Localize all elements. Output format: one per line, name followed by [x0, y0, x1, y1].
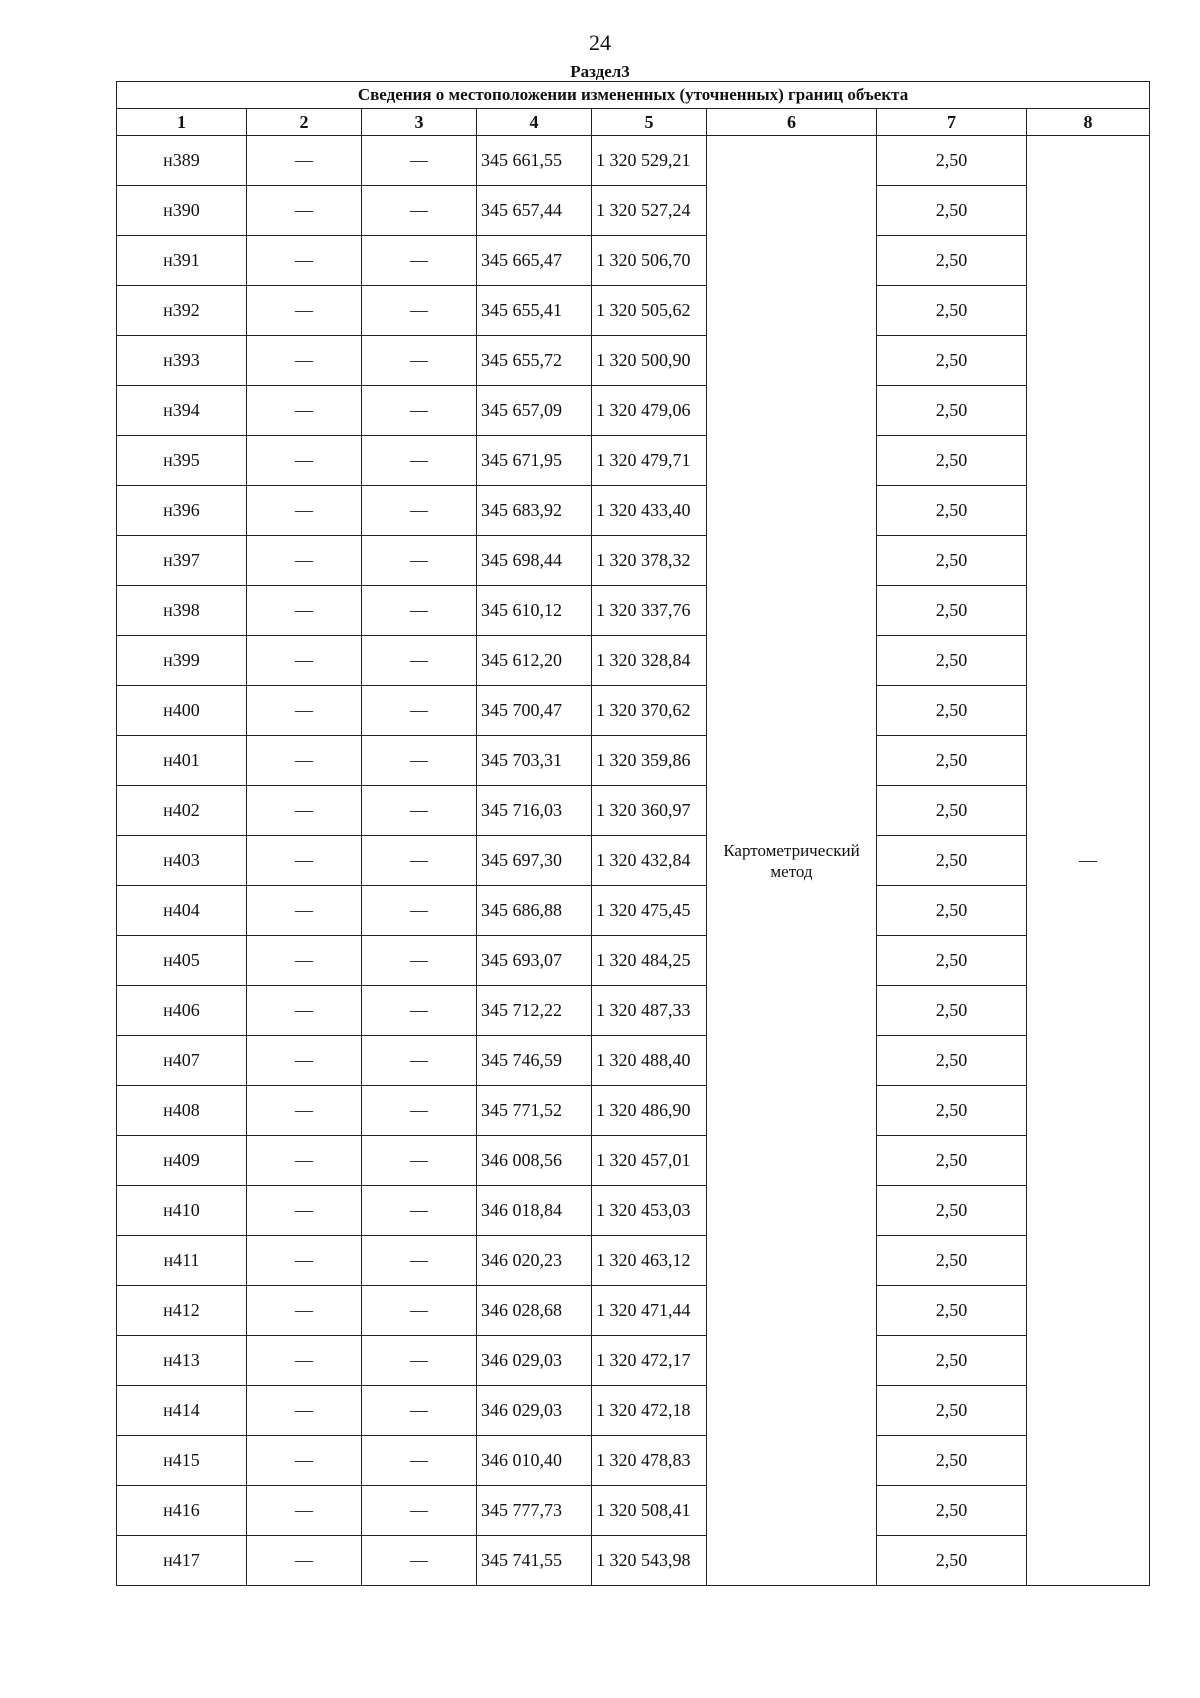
old-x-cell: —	[247, 1486, 362, 1536]
old-y-cell: —	[362, 1086, 477, 1136]
old-x-cell: —	[247, 936, 362, 986]
new-y-cell: 1 320 543,98	[592, 1536, 707, 1586]
new-x-cell: 345 698,44	[477, 536, 592, 586]
old-x-cell: —	[247, 136, 362, 186]
table-row	[117, 1386, 1150, 1436]
point-id-cell: н416	[117, 1486, 247, 1536]
new-x-cell: 346 008,56	[477, 1136, 592, 1186]
accuracy-cell: 2,50	[877, 536, 1027, 586]
new-x-cell: 346 028,68	[477, 1286, 592, 1336]
old-x-cell: —	[247, 286, 362, 336]
table-row	[117, 186, 1150, 236]
table-row	[117, 336, 1150, 386]
old-x-cell: —	[247, 886, 362, 936]
old-x-cell: —	[247, 836, 362, 886]
new-y-cell: 1 320 472,17	[592, 1336, 707, 1386]
old-y-cell: —	[362, 236, 477, 286]
new-y-cell: 1 320 457,01	[592, 1136, 707, 1186]
new-y-cell: 1 320 463,12	[592, 1236, 707, 1286]
old-y-cell: —	[362, 986, 477, 1036]
old-y-cell: —	[362, 186, 477, 236]
old-y-cell: —	[362, 1336, 477, 1386]
new-y-cell: 1 320 506,70	[592, 236, 707, 286]
point-id-cell: н403	[117, 836, 247, 886]
column-header-6: 6	[707, 109, 877, 136]
table-row	[117, 1536, 1150, 1586]
old-y-cell: —	[362, 1186, 477, 1236]
new-y-cell: 1 320 527,24	[592, 186, 707, 236]
old-y-cell: —	[362, 786, 477, 836]
accuracy-cell: 2,50	[877, 686, 1027, 736]
accuracy-cell: 2,50	[877, 236, 1027, 286]
accuracy-cell: 2,50	[877, 736, 1027, 786]
old-y-cell: —	[362, 1436, 477, 1486]
point-id-cell: н391	[117, 236, 247, 286]
point-id-cell: н398	[117, 586, 247, 636]
new-y-cell: 1 320 479,06	[592, 386, 707, 436]
old-y-cell: —	[362, 836, 477, 886]
table-row	[117, 686, 1150, 736]
new-x-cell: 345 703,31	[477, 736, 592, 786]
accuracy-cell: 2,50	[877, 286, 1027, 336]
old-y-cell: —	[362, 1286, 477, 1336]
table-row	[117, 386, 1150, 436]
point-id-cell: н413	[117, 1336, 247, 1386]
new-x-cell: 345 671,95	[477, 436, 592, 486]
new-x-cell: 345 661,55	[477, 136, 592, 186]
point-id-cell: н401	[117, 736, 247, 786]
table-row	[117, 1286, 1150, 1336]
new-y-cell: 1 320 508,41	[592, 1486, 707, 1536]
table-row	[117, 486, 1150, 536]
new-x-cell: 345 657,44	[477, 186, 592, 236]
point-id-cell: н404	[117, 886, 247, 936]
new-y-cell: 1 320 328,84	[592, 636, 707, 686]
table-row	[117, 536, 1150, 586]
new-y-cell: 1 320 486,90	[592, 1086, 707, 1136]
old-x-cell: —	[247, 1536, 362, 1586]
old-x-cell: —	[247, 1136, 362, 1186]
new-x-cell: 346 018,84	[477, 1186, 592, 1236]
old-y-cell: —	[362, 1136, 477, 1186]
column-header-1: 1	[117, 109, 247, 136]
new-y-cell: 1 320 360,97	[592, 786, 707, 836]
new-y-cell: 1 320 472,18	[592, 1386, 707, 1436]
new-x-cell: 345 746,59	[477, 1036, 592, 1086]
table-row	[117, 1036, 1150, 1086]
accuracy-cell: 2,50	[877, 636, 1027, 686]
old-x-cell: —	[247, 1386, 362, 1436]
accuracy-cell: 2,50	[877, 386, 1027, 436]
table-row	[117, 836, 1150, 886]
column-header-5: 5	[592, 109, 707, 136]
new-x-cell: 345 712,22	[477, 986, 592, 1036]
old-x-cell: —	[247, 1186, 362, 1236]
old-x-cell: —	[247, 586, 362, 636]
new-x-cell: 345 697,30	[477, 836, 592, 886]
old-x-cell: —	[247, 986, 362, 1036]
new-x-cell: 346 029,03	[477, 1336, 592, 1386]
old-y-cell: —	[362, 1536, 477, 1586]
column-header-3: 3	[362, 109, 477, 136]
point-id-cell: н415	[117, 1436, 247, 1486]
table-row	[117, 1136, 1150, 1186]
new-x-cell: 345 777,73	[477, 1486, 592, 1536]
point-id-cell: н410	[117, 1186, 247, 1236]
point-id-cell: н402	[117, 786, 247, 836]
old-x-cell: —	[247, 636, 362, 686]
new-y-cell: 1 320 337,76	[592, 586, 707, 636]
point-id-cell: н417	[117, 1536, 247, 1586]
old-y-cell: —	[362, 1036, 477, 1086]
table-row	[117, 436, 1150, 486]
point-id-cell: н399	[117, 636, 247, 686]
new-y-cell: 1 320 433,40	[592, 486, 707, 536]
new-y-cell: 1 320 475,45	[592, 886, 707, 936]
accuracy-cell: 2,50	[877, 1386, 1027, 1436]
accuracy-cell: 2,50	[877, 586, 1027, 636]
accuracy-cell: 2,50	[877, 336, 1027, 386]
old-y-cell: —	[362, 736, 477, 786]
point-id-cell: н414	[117, 1386, 247, 1436]
new-x-cell: 345 771,52	[477, 1086, 592, 1136]
point-id-cell: н395	[117, 436, 247, 486]
column-header-7: 7	[877, 109, 1027, 136]
point-id-cell: н393	[117, 336, 247, 386]
old-x-cell: —	[247, 1336, 362, 1386]
accuracy-cell: 2,50	[877, 1236, 1027, 1286]
new-y-cell: 1 320 478,83	[592, 1436, 707, 1486]
new-y-cell: 1 320 505,62	[592, 286, 707, 336]
table-row	[117, 886, 1150, 936]
column-8-cell: —	[1027, 136, 1150, 1586]
point-id-cell: н389	[117, 136, 247, 186]
column-header-2: 2	[247, 109, 362, 136]
new-x-cell: 345 683,92	[477, 486, 592, 536]
old-y-cell: —	[362, 636, 477, 686]
table-row	[117, 1186, 1150, 1236]
old-y-cell: —	[362, 586, 477, 636]
table-row	[117, 586, 1150, 636]
table-row	[117, 936, 1150, 986]
table-row	[117, 986, 1150, 1036]
old-y-cell: —	[362, 936, 477, 986]
new-y-cell: 1 320 378,32	[592, 536, 707, 586]
new-y-cell: 1 320 432,84	[592, 836, 707, 886]
old-x-cell: —	[247, 536, 362, 586]
new-y-cell: 1 320 359,86	[592, 736, 707, 786]
point-id-cell: н397	[117, 536, 247, 586]
point-id-cell: н405	[117, 936, 247, 986]
old-y-cell: —	[362, 536, 477, 586]
new-x-cell: 345 655,41	[477, 286, 592, 336]
new-x-cell: 346 020,23	[477, 1236, 592, 1286]
new-y-cell: 1 320 370,62	[592, 686, 707, 736]
new-x-cell: 345 612,20	[477, 636, 592, 686]
new-y-cell: 1 320 471,44	[592, 1286, 707, 1336]
new-x-cell: 345 716,03	[477, 786, 592, 836]
table-row	[117, 286, 1150, 336]
table-row	[117, 136, 1150, 186]
new-x-cell: 345 665,47	[477, 236, 592, 286]
column-number-row	[117, 109, 1150, 136]
new-x-cell: 345 657,09	[477, 386, 592, 436]
point-id-cell: н412	[117, 1286, 247, 1336]
accuracy-cell: 2,50	[877, 136, 1027, 186]
table-row	[117, 1486, 1150, 1536]
table-row	[117, 736, 1150, 786]
old-x-cell: —	[247, 686, 362, 736]
old-x-cell: —	[247, 786, 362, 836]
accuracy-cell: 2,50	[877, 1336, 1027, 1386]
new-y-cell: 1 320 479,71	[592, 436, 707, 486]
accuracy-cell: 2,50	[877, 836, 1027, 886]
table-body	[117, 136, 1150, 1586]
old-y-cell: —	[362, 886, 477, 936]
method-cell: Картометрический метод	[707, 136, 877, 1586]
point-id-cell: н411	[117, 1236, 247, 1286]
point-id-cell: н409	[117, 1136, 247, 1186]
old-x-cell: —	[247, 1036, 362, 1086]
table-row	[117, 636, 1150, 686]
new-x-cell: 346 010,40	[477, 1436, 592, 1486]
new-y-cell: 1 320 487,33	[592, 986, 707, 1036]
old-y-cell: —	[362, 436, 477, 486]
accuracy-cell: 2,50	[877, 1136, 1027, 1186]
new-x-cell: 345 686,88	[477, 886, 592, 936]
new-x-cell: 345 693,07	[477, 936, 592, 986]
new-x-cell: 345 700,47	[477, 686, 592, 736]
old-x-cell: —	[247, 1086, 362, 1136]
old-x-cell: —	[247, 736, 362, 786]
accuracy-cell: 2,50	[877, 936, 1027, 986]
accuracy-cell: 2,50	[877, 186, 1027, 236]
new-y-cell: 1 320 500,90	[592, 336, 707, 386]
new-x-cell: 345 741,55	[477, 1536, 592, 1586]
old-y-cell: —	[362, 286, 477, 336]
accuracy-cell: 2,50	[877, 486, 1027, 536]
new-x-cell: 345 655,72	[477, 336, 592, 386]
accuracy-cell: 2,50	[877, 786, 1027, 836]
accuracy-cell: 2,50	[877, 1486, 1027, 1536]
old-y-cell: —	[362, 486, 477, 536]
point-id-cell: н400	[117, 686, 247, 736]
old-y-cell: —	[362, 136, 477, 186]
old-x-cell: —	[247, 486, 362, 536]
point-id-cell: н392	[117, 286, 247, 336]
page-number: 24	[589, 30, 611, 55]
accuracy-cell: 2,50	[877, 986, 1027, 1036]
accuracy-cell: 2,50	[877, 886, 1027, 936]
old-y-cell: —	[362, 1386, 477, 1436]
boundary-coordinates-table	[116, 81, 1150, 1586]
new-x-cell: 346 029,03	[477, 1386, 592, 1436]
new-y-cell: 1 320 453,03	[592, 1186, 707, 1236]
accuracy-cell: 2,50	[877, 1536, 1027, 1586]
old-y-cell: —	[362, 336, 477, 386]
table-row	[117, 1436, 1150, 1486]
old-x-cell: —	[247, 236, 362, 286]
new-x-cell: 345 610,12	[477, 586, 592, 636]
old-x-cell: —	[247, 436, 362, 486]
old-y-cell: —	[362, 1236, 477, 1286]
new-y-cell: 1 320 529,21	[592, 136, 707, 186]
accuracy-cell: 2,50	[877, 1286, 1027, 1336]
old-y-cell: —	[362, 1486, 477, 1536]
accuracy-cell: 2,50	[877, 1436, 1027, 1486]
old-x-cell: —	[247, 1286, 362, 1336]
new-y-cell: 1 320 484,25	[592, 936, 707, 986]
table-row	[117, 236, 1150, 286]
accuracy-cell: 2,50	[877, 1086, 1027, 1136]
table-row	[117, 1086, 1150, 1136]
point-id-cell: н396	[117, 486, 247, 536]
old-x-cell: —	[247, 1436, 362, 1486]
table-row	[117, 786, 1150, 836]
old-x-cell: —	[247, 186, 362, 236]
point-id-cell: н408	[117, 1086, 247, 1136]
accuracy-cell: 2,50	[877, 1186, 1027, 1236]
accuracy-cell: 2,50	[877, 1036, 1027, 1086]
point-id-cell: н394	[117, 386, 247, 436]
point-id-cell: н407	[117, 1036, 247, 1086]
point-id-cell: н406	[117, 986, 247, 1036]
old-x-cell: —	[247, 336, 362, 386]
table-row	[117, 1336, 1150, 1386]
table-caption: Сведения о местоположении измененных (уточненных) границ объекта	[117, 82, 1150, 109]
column-header-8: 8	[1027, 109, 1150, 136]
old-y-cell: —	[362, 686, 477, 736]
old-y-cell: —	[362, 386, 477, 436]
column-header-4: 4	[477, 109, 592, 136]
table-row	[117, 1236, 1150, 1286]
accuracy-cell: 2,50	[877, 436, 1027, 486]
point-id-cell: н390	[117, 186, 247, 236]
new-y-cell: 1 320 488,40	[592, 1036, 707, 1086]
section-title: Раздел3	[570, 62, 630, 81]
old-x-cell: —	[247, 1236, 362, 1286]
old-x-cell: —	[247, 386, 362, 436]
